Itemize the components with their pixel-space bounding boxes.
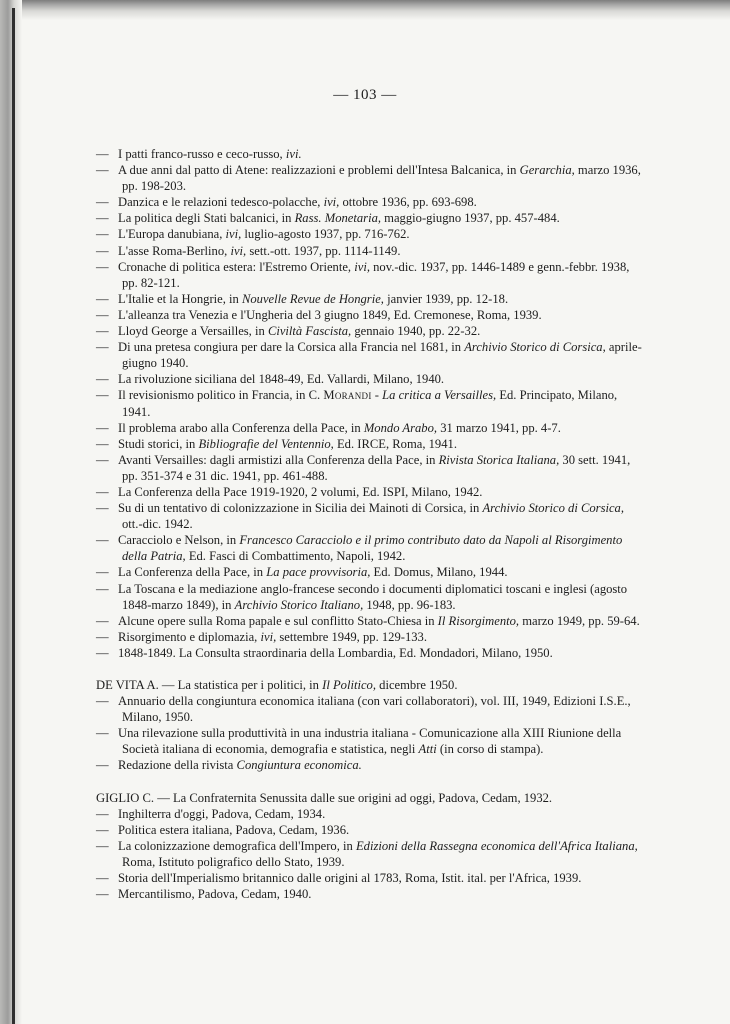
entry-title-italic: Archivio Storico Italiano, [234, 597, 364, 612]
bibliography-entry [96, 886, 644, 902]
entry-text: aprile-giugno 1940. [122, 340, 642, 371]
bibliography-entry [96, 725, 644, 757]
entry-text: Politica estera italiana, Padova, Cedam, 1936. [118, 822, 350, 837]
entry-dash: — [96, 645, 109, 660]
entry-text: janvier 1939, pp. 12-18. [383, 291, 509, 306]
bibliography-entry [96, 226, 644, 242]
entry-text: maggio-giugno 1937, pp. 457-484. [381, 211, 560, 226]
entry-title-italic: Rass. Monetaria, [294, 211, 382, 226]
bibliography-entry [96, 629, 644, 645]
entry-text: Ed. Domus, Milano, 1944. [370, 565, 508, 580]
entry-text: La Conferenza della Pace, in [118, 565, 267, 580]
entry-text: Studi storici, in [118, 436, 199, 451]
entry-text: 31 marzo 1941, pp. 4-7. [437, 420, 561, 435]
entry-title-italic: ivi, [230, 243, 247, 258]
author-name: DE VITA A. [96, 678, 159, 692]
entry-dash: — [96, 195, 109, 210]
entry-title-italic: ivi, [225, 227, 242, 242]
entry-text: Su di un tentativo di colonizzazione in Sicilia dei Mainoti di Corsica, in [118, 501, 483, 516]
entry-title-italic: Congiuntura economica. [236, 758, 362, 773]
entry-dash: — [96, 324, 109, 339]
scan-top-shadow [0, 0, 730, 20]
entry-title-italic: La pace provvisoria, [266, 565, 371, 580]
bibliography-entry [96, 210, 644, 226]
entry-text: 1848-1849. La Consulta straordinaria della Lombardia, Ed. Mondadori, Milano, 1950. [118, 645, 553, 660]
entry-text: Ed. IRCE, Roma, 1941. [333, 436, 457, 451]
entry-title-italic: Rivista Storica Italiana, [438, 452, 560, 467]
entry-text: ott.-dic. 1942. [122, 517, 193, 532]
bibliography-entry [96, 564, 644, 580]
entry-title-italic: ivi. [285, 147, 302, 161]
bibliography-entry [96, 291, 644, 307]
entry-dash: — [96, 211, 109, 226]
bibliography-entry [96, 693, 644, 725]
entry-text: La statistica per i politici, in [177, 678, 323, 692]
entry-text: L'Italie et la Hongrie, in [118, 291, 242, 306]
entry-dash: — [96, 484, 109, 499]
entry-title-italic: ivi, [354, 259, 370, 274]
bibliography-entry [96, 243, 644, 259]
entry-text: (in corso di stampa). [436, 742, 544, 757]
entry-text: A due anni dal patto di Atene: realizzazioni e problemi dell'Intesa Balcanica, in [118, 163, 520, 178]
entry-dash: — [96, 259, 109, 274]
entry-text: nov.-dic. 1937, pp. 1446-1489 e genn.-febbr. 1938, pp. 82-121. [122, 259, 630, 290]
entry-text: Avanti Versailles: dagli armistizi alla Conferenza della Pace, in [118, 452, 439, 467]
entry-dash: — [96, 629, 109, 644]
entry-text: La Confraternita Senussita dalle sue origini ad oggi, Padova, Cedam, 1932. [172, 790, 553, 805]
entry-text: Lloyd George a Versailles, in [118, 324, 268, 339]
entry-text: - [371, 388, 383, 403]
bibliography-entry [96, 371, 644, 387]
bibliography-entry [96, 581, 644, 613]
entry-dash: — [96, 758, 109, 773]
entry-text: La colonizzazione demografica dell'Impero, in [118, 838, 356, 853]
bibliography-entry [96, 162, 644, 194]
entry-text: ottobre 1936, pp. 693-698. [339, 195, 477, 210]
bibliography-entry [96, 532, 644, 564]
entry-text: La Conferenza della Pace 1919-1920, 2 volumi, Ed. ISPI, Milano, 1942. [118, 484, 483, 499]
entry-text: Danzica e le relazioni tedesco-polacche, [118, 195, 324, 210]
entry-dash: — [96, 887, 109, 902]
bibliography-entry [96, 613, 644, 629]
entry-text: Ed. Principato, Milano, 1941. [122, 388, 618, 419]
bibliography-entry [96, 307, 644, 323]
bibliography-entry [96, 420, 644, 436]
bibliography-entry: GIGLIO C. — La Confraternita Senussita dalle sue origini ad oggi, Padova, Cedam, 1932. [96, 790, 553, 805]
entry-dash: — [96, 372, 109, 387]
bibliography-entry [96, 838, 644, 870]
entry-text: Morandi [323, 388, 372, 403]
bibliography-entry [96, 822, 644, 838]
entry-text: 30 sett. 1941, pp. 351-374 e 31 dic. 1941, pp. 461-488. [122, 452, 631, 483]
entry-text: La politica degli Stati balcanici, in [118, 211, 295, 226]
bibliography-entry [96, 870, 644, 886]
entry-dash: — [96, 501, 109, 516]
entry-text: dicembre 1950. [376, 678, 458, 692]
entry-dash: — [96, 452, 109, 467]
entry-dash: — [96, 227, 109, 242]
entry-title-italic: Il Risorgimento, [437, 613, 520, 628]
entry-title-italic: Francesco Caracciolo e il primo contributo dato da Napoli al Risorgimento della Patria, [122, 533, 623, 564]
bibliography-entry: DE VITA A. — La statistica per i politici, in Il Politico, dicembre 1950. [96, 678, 458, 692]
bibliography-entry [96, 645, 644, 661]
entry-dash: — [96, 565, 109, 580]
entry-dash: — [96, 420, 109, 435]
entry-dash: — [96, 533, 109, 548]
bibliography-entry [96, 484, 644, 500]
section-gap [96, 774, 644, 790]
entry-text: luglio-agosto 1937, pp. 716-762. [241, 227, 410, 242]
bibliography-entry [96, 436, 644, 452]
entry-title-italic: Nouvelle Revue de Hongrie, [241, 291, 384, 306]
entry-dash: — [96, 307, 109, 322]
bibliography-entry [96, 146, 644, 162]
entry-text: Alcune opere sulla Roma papale e sul conflitto Stato-Chiesa in [118, 613, 438, 628]
entry-dash: — [96, 243, 109, 258]
entry-dash: — [96, 871, 109, 886]
entry-text: L'asse Roma-Berlino, [118, 243, 231, 258]
entry-text: Cronache di politica estera: l'Estremo Oriente, [118, 259, 355, 274]
entry-dash: — [96, 163, 109, 178]
binding-edge [12, 8, 15, 1024]
entry-dash: — [96, 806, 109, 821]
entry-text: Inghilterra d'oggi, Padova, Cedam, 1934. [118, 806, 326, 821]
entry-dash: — [96, 613, 109, 628]
bibliography-entry [96, 806, 644, 822]
section-gap [96, 661, 644, 677]
entry-title-italic: ivi, [323, 195, 340, 210]
entry-text: Roma, Istituto poligrafico dello Stato, 1939. [122, 854, 345, 869]
entry-text: Ed. Fasci di Combattimento, Napoli, 1942. [185, 549, 406, 564]
entry-dash: — [96, 694, 109, 709]
bibliography-entry [96, 259, 644, 291]
entry-dash: — [96, 388, 109, 403]
entry-text: Storia dell'Imperialismo britannico dalle origini al 1783, Roma, Istit. ital. per l'Africa, 1939. [118, 871, 582, 886]
entry-title-italic: Archivio Storico di Corsica, [464, 340, 606, 355]
entry-text: settembre 1949, pp. 129-133. [276, 629, 427, 644]
page-number: — 103 — [333, 87, 397, 103]
entry-text: sett.-ott. 1937, pp. 1114-1149. [246, 243, 401, 258]
entry-text: Una rilevazione sulla produttività in una industria italiana - Comunicazione alla XIII Riunione della Società italiana di economia, demografia e statistica, negli [118, 726, 622, 757]
entry-text: marzo 1936, pp. 198-203. [122, 163, 641, 194]
bibliography-entry [96, 323, 644, 339]
entry-text: Redazione della rivista [118, 758, 237, 773]
entry-dash: — [96, 581, 109, 596]
entry-text: Mercantilismo, Padova, Cedam, 1940. [118, 887, 312, 902]
entry-title-italic: ivi, [260, 629, 277, 644]
entry-text: Di una pretesa congiura per dare la Corsica alla Francia nel 1681, in [118, 340, 465, 355]
bibliography-entry [96, 387, 644, 419]
entry-dash: — [96, 147, 109, 161]
entry-title-italic: Il Politico, [322, 678, 376, 692]
entry-text: Il problema arabo alla Conferenza della Pace, in [118, 420, 364, 435]
author-name: GIGLIO C. [96, 790, 155, 805]
entry-text: Annuario della congiuntura economica italiana (con vari collaboratori), vol. III, 1949, Edizioni I.S.E., Milano, 1950. [118, 694, 631, 725]
entry-title-italic: Atti [418, 742, 437, 757]
entry-text: gennaio 1940, pp. 22-32. [351, 324, 481, 339]
bibliography-entry [96, 339, 644, 371]
entry-text: marzo 1949, pp. 59-64. [519, 613, 640, 628]
entry-text: La Toscana e la mediazione anglo-francese secondo i documenti diplomatici toscani e inglesi (agosto 1848-marzo 1849), in [118, 581, 628, 612]
entry-text: Il revisionismo politico in Francia, in C. [118, 388, 324, 403]
entry-title-italic: Bibliografie del Ventennio, [198, 436, 334, 451]
entry-dash: — [96, 822, 109, 837]
bibliography-entry [96, 194, 644, 210]
entry-text: Risorgimento e diplomazia, [118, 629, 261, 644]
entry-title-italic: Mondo Arabo, [363, 420, 438, 435]
entry-text: L'Europa danubiana, [118, 227, 226, 242]
entry-text: Caracciolo e Nelson, in [118, 533, 240, 548]
entry-dash: — [96, 726, 109, 741]
entry-dash: — [96, 838, 109, 853]
entry-title-italic: Civiltà Fascista, [267, 324, 352, 339]
bibliography-list [96, 146, 644, 902]
entry-text: L'alleanza tra Venezia e l'Ungheria del 3 giugno 1849, Ed. Cremonese, Roma, 1939. [118, 307, 542, 322]
entry-text: I patti franco-russo e ceco-russo, [118, 147, 286, 161]
entry-title-italic: Gerarchia, [519, 163, 575, 178]
entry-title-italic: La critica a Versailles, [382, 388, 497, 403]
entry-dash: — [96, 436, 109, 451]
scan-left-shadow [0, 0, 22, 1024]
entry-dash: — [96, 291, 109, 306]
bibliography-entry [96, 452, 644, 484]
entry-text: La rivoluzione siciliana del 1848-49, Ed. Vallardi, Milano, 1940. [118, 372, 445, 387]
bibliography-entry [96, 500, 644, 532]
entry-title-italic: Archivio Storico di Corsica, [482, 501, 625, 516]
entry-text: 1948, pp. 96-183. [363, 597, 456, 612]
entry-title-italic: Edizioni della Rassegna economica dell'Africa Italiana, [355, 838, 638, 853]
entry-dash: — [96, 340, 109, 355]
bibliography-entry [96, 757, 644, 773]
